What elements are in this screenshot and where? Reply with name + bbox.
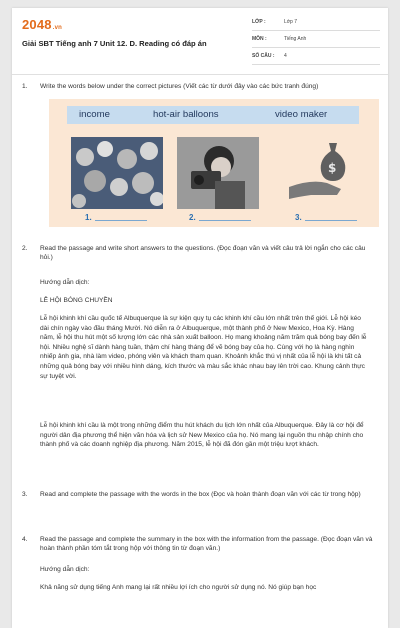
page-title: Giải SBT Tiếng anh 7 Unit 12. D. Reading có đáp án [22,39,207,48]
question-text: Read the passage and write short answers to the questions. (Đọc đoạn văn và viết câu trả lời ngắn cho các câu hỏi.) [40,245,366,262]
answer-blank-3[interactable] [305,220,357,221]
question-number: 2. [22,245,28,252]
answer-number-1: 1. [85,213,92,222]
answer-blank-1[interactable] [95,220,147,221]
document-page [12,8,388,628]
passage-paragraph-1: Lễ hội khinh khí cầu quốc tế Albuquerque là sự kiện quy tụ các khinh khí cầu lớn nhất trên thế giới. Lễ hội kéo dài chín ngày vào đầu tháng Mười. Nó diễn ra ở Albuquerque, một thành phố ở New Mexico, Hoa Kỳ. Hàng năm, lễ hội thu hút một số lượng lớn các nhà sản xuất balloon. Họ mang khoảng năm trăm quả bóng bay đến lễ hội. Nhiều nghệ sĩ dành hàng tuần, thậm chí hàng tháng để vẽ bóng bay của họ. Cùng với họ là hàng nghìn nhiếp ảnh gia, nhà làm video, phóng viên và khách tham quan. Khoảnh khắc thú vị nhất của lễ hội là khi tất cả những quả bóng bay với nhiều hình dáng, kích thước và màu sắc khác nhau bay lên trời cao. Khung cảnh thực sự tuyệt vời. [40,315,367,380]
document-header [12,8,388,66]
meta-table [252,17,380,68]
video-maker-image [177,137,259,209]
income-image [281,137,363,209]
svg-text:$: $ [328,161,337,175]
meta-value: Lớp 7 [284,19,298,25]
site-logo[interactable]: 2048.vn [22,17,63,32]
translation-guide-label: Hướng dẫn dịch: [40,566,90,573]
answer-number-2: 2. [189,213,196,222]
translation-guide-label: Hướng dẫn dịch: [40,279,90,286]
word-income: income [79,109,110,120]
meta-row-subject [252,34,380,48]
question-text: Read the passage and complete the summary in the box with the information from the passage. (Đọc đoạn văn và hoàn thành phần tóm tắt trong hộp với thông tin từ đoạn văn.) [40,536,373,553]
meta-value: 4 [284,53,287,59]
word-hot-air-balloons: hot-air balloons [153,109,219,120]
word-video-maker: video maker [275,109,328,120]
meta-row-count [252,51,380,65]
header-divider [12,74,388,75]
answer-number-3: 3. [295,213,302,222]
question-text: Read and complete the passage with the words in the box (Đọc và hoàn thành đoạn văn với các từ trong hộp) [40,491,361,498]
meta-row-class [252,17,380,31]
question-text: Write the words below under the correct pictures (Viết các từ dưới đây vào các bức tranh đúng) [40,83,319,90]
passage-heading: LỄ HỘI BÓNG CHUYỀN [40,297,113,304]
meta-value: Tiếng Anh [284,36,307,42]
picture-panel [49,99,379,227]
question-number: 4. [22,536,28,543]
passage-paragraph: Khả năng sử dụng tiếng Anh mang lại rất nhiều lợi ích cho người sử dụng nó. Nó giúp bạn học [40,584,317,591]
passage-paragraph-2: Lễ hội khinh khí cầu là một trong những điểm thu hút khách du lịch lớn nhất của Albuquerque. Đây là cơ hội để người dân địa phương thể hiện văn hóa và lịch sử New Mexico của họ. Nó mang lại nguồn thu nhập chính cho thành phố và các doanh nghiệp địa phương. Năm 2015, lễ hội đã đón gần một triệu lượt khách. [40,422,364,449]
question-number: 3. [22,491,28,498]
balloons-image [71,137,163,209]
word-box [67,106,359,124]
meta-label: LỚP : [252,19,266,25]
meta-label: SỐ CÂU : [252,53,275,59]
answer-blank-2[interactable] [199,220,251,221]
meta-label: MÔN : [252,36,267,42]
question-number: 1. [22,83,28,90]
